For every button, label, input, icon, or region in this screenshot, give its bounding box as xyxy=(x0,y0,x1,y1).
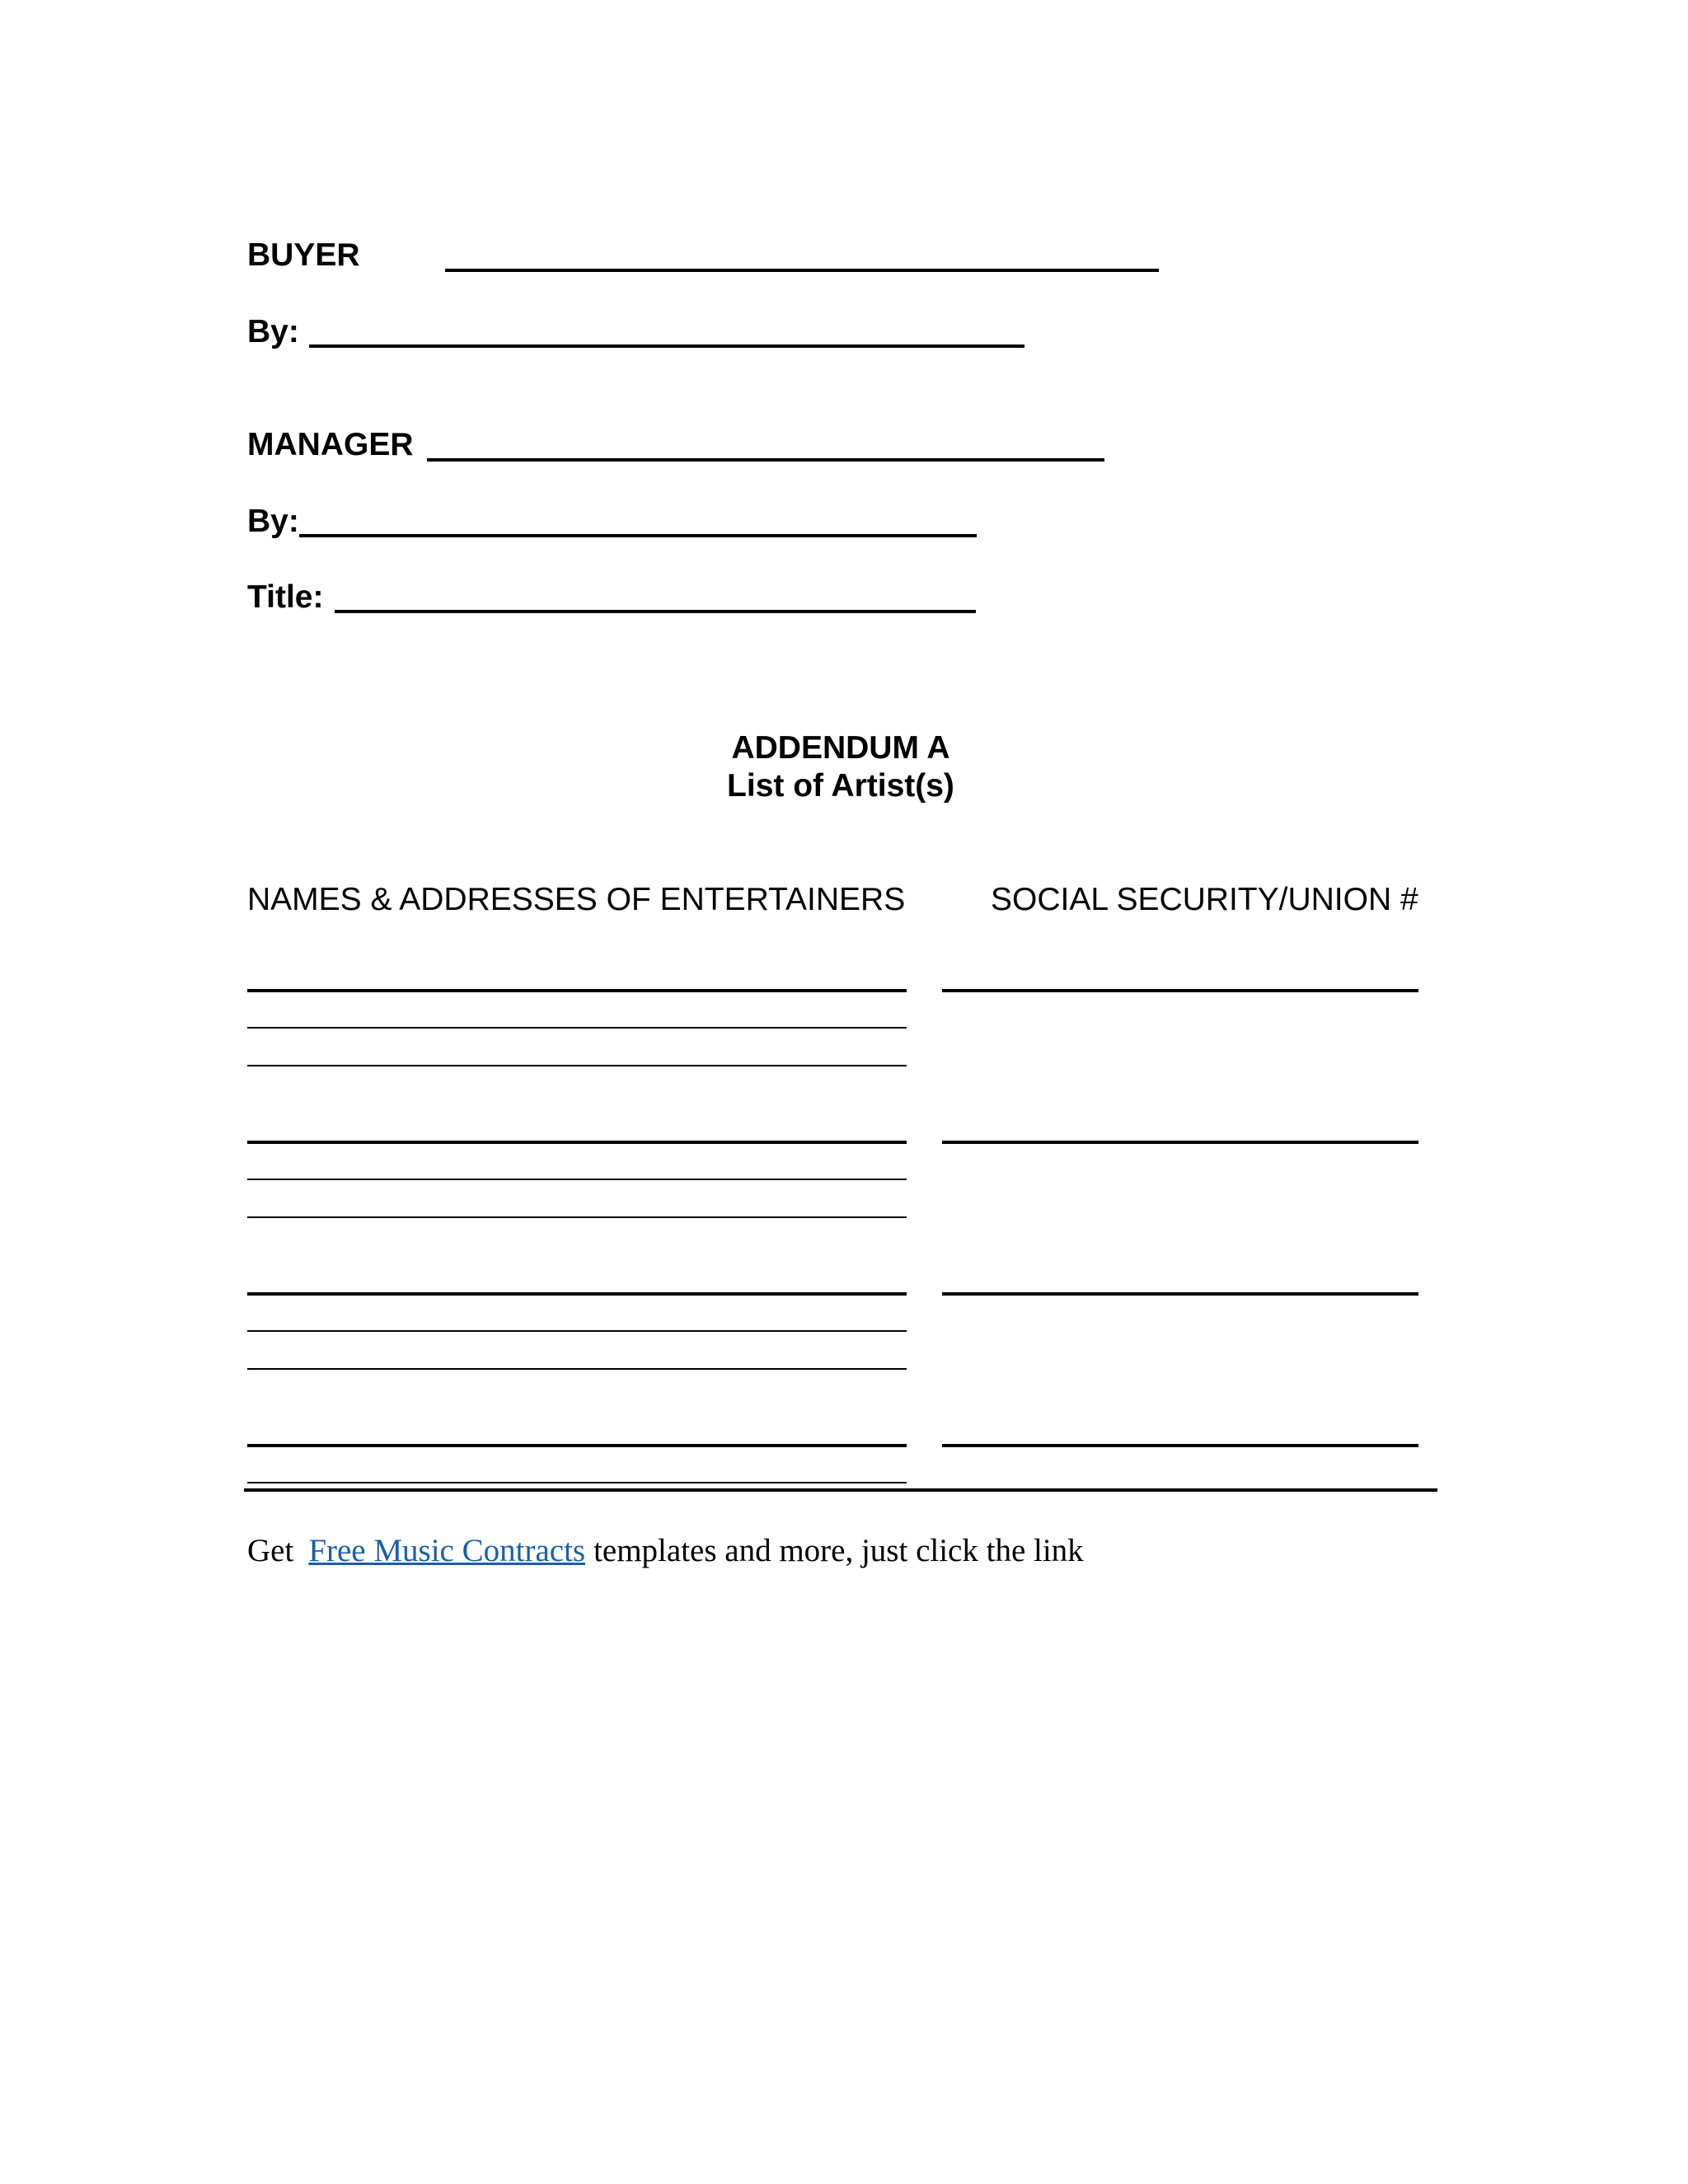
buyer-by-label: By: xyxy=(247,314,299,349)
ssn-union-line[interactable] xyxy=(942,989,1418,992)
manager-by-line[interactable] xyxy=(299,534,977,537)
ssn-union-header: SOCIAL SECURITY/UNION # xyxy=(991,882,1418,917)
manager-signature-line[interactable] xyxy=(427,458,1104,462)
addendum-subtitle: List of Artist(s) xyxy=(727,768,954,804)
manager-title-line[interactable] xyxy=(335,610,976,613)
address-line[interactable] xyxy=(247,1179,907,1180)
entertainer-name-line[interactable] xyxy=(247,1141,907,1144)
manager-title-label: Title: xyxy=(247,579,324,615)
address-line[interactable] xyxy=(247,1482,907,1483)
names-addresses-header: NAMES & ADDRESSES OF ENTERTAINERS xyxy=(247,882,906,917)
manager-label: MANAGER xyxy=(247,427,414,462)
ssn-union-line[interactable] xyxy=(942,1444,1418,1447)
footer-text xyxy=(247,1535,1084,1567)
address-line[interactable] xyxy=(247,1330,907,1332)
address-line[interactable] xyxy=(247,1027,907,1029)
addendum-title: ADDENDUM A xyxy=(731,730,950,766)
manager-by-label: By: xyxy=(247,504,299,539)
buyer-label: BUYER xyxy=(247,237,360,273)
buyer-signature-line[interactable] xyxy=(445,269,1159,272)
footer-suffix: templates and more, just click the link xyxy=(593,1533,1084,1568)
footer-prefix: Get xyxy=(247,1533,294,1568)
free-music-contracts-link[interactable]: Free Music Contracts xyxy=(308,1533,586,1568)
address-line[interactable] xyxy=(247,1368,907,1370)
buyer-by-line[interactable] xyxy=(309,344,1025,348)
ssn-union-line[interactable] xyxy=(942,1292,1418,1296)
bottom-rule xyxy=(244,1488,1437,1492)
entertainer-name-line[interactable] xyxy=(247,989,907,992)
address-line[interactable] xyxy=(247,1216,907,1218)
entertainer-name-line[interactable] xyxy=(247,1292,907,1296)
entertainer-name-line[interactable] xyxy=(247,1444,907,1447)
address-line[interactable] xyxy=(247,1065,907,1066)
ssn-union-line[interactable] xyxy=(942,1141,1418,1144)
